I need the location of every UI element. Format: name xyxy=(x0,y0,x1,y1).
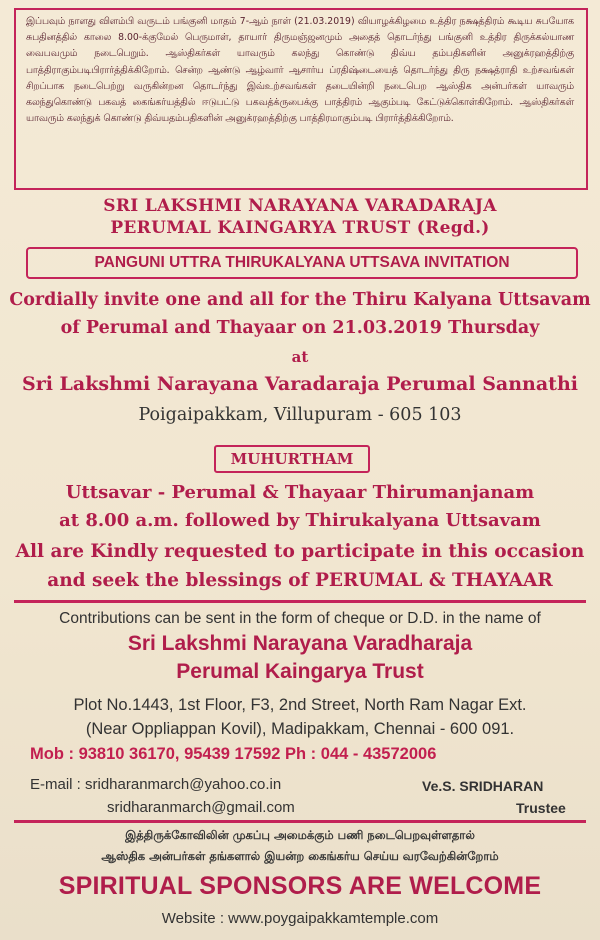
signatory-name: Ve.S. SRIDHARAN xyxy=(422,778,544,794)
muhurtham-box xyxy=(214,445,370,473)
trust-payee-line2: Perumal Kaingarya Trust xyxy=(176,660,424,683)
invitation-heading: PANGUNI UTTRA THIRUKALYANA UTTSAVA INVITATION xyxy=(94,254,510,271)
muhurtham-heading: MUHURTHAM xyxy=(230,450,354,468)
email-secondary: sridharanmarch@gmail.com xyxy=(107,799,295,816)
invite-line-1: Cordially invite one and all for the Thiru Kalyana Uttsavam xyxy=(9,290,591,310)
trust-name-line1: SRI LAKSHMI NARAYANA VARADARAJA xyxy=(103,196,497,216)
signatory-role: Trustee xyxy=(516,800,566,816)
muhurtham-line-3: All are Kindly requested to participate in this occasion xyxy=(15,541,585,562)
address-line-1: Plot No.1443, 1st Floor, F3, 2nd Street, North Ram Nagar Ext. xyxy=(73,696,527,714)
muhurtham-line-1: Uttsavar - Perumal & Thayaar Thirumanjanam xyxy=(65,482,535,503)
muhurtham-line-2: at 8.00 a.m. followed by Thirukalyana Uttsavam xyxy=(59,510,541,531)
trust-payee-line1: Sri Lakshmi Narayana Varadharaja xyxy=(127,632,473,655)
footer-tamil-line-2: ஆஸ்திக அன்பர்கள் தங்களால் இயன்ற கைங்கர்ய செய்ய வரவேற்கின்றோம் xyxy=(101,849,499,863)
sponsors-slogan: SPIRITUAL SPONSORS ARE WELCOME xyxy=(58,872,542,900)
tamil-notice-text: இப்பவும் நாளது விளம்பி வருடம் பங்குனி மாதம் 7-ஆம் நாள் (21.03.2019) வியாழக்கிழமை உத்திர நக்ஷத்திரம் கூடிய சுபயோக சுபதினத்தில் காலை 8.00-க்குமேல் பெருமாள், தாயார் திருமஞ்ஜனமும் அதைத் தொடர்ந்து பங்குனி உத்திர திருக்கல்யாண வைபவமும் நடைபெறும். ஆஸ்திகர்கள் யாவரும் கலந்து கொண்டு திவ்ய தம்பதிகளின் அனுக்ரஹத்திற்கு பாத்திராகும்படிபிரார்த்திக்கிறோம். சென்ற ஆண்டு ஆழ்வார் ஆசார்ய ப்ரதிஷ்டையைத் தொடர்ந்து திரு நக்ஷத்ராதி உற்சவங்கள் சிறப்பாக நடைபெற்று வருகின்றன தொடர்ந்து இவ்உற்சவங்கள் தடையின்றி நடைபெற ஆஸ்திக அன்பர்கள் யாவரும் கலந்துகொண்டு பகவத் கைங்கர்யத்தில் ஈடுபட்டு பகவத்க்ருபைக்கு பாத்திரம் ஆகும்படி கேட்டுக்கொள்கிறோம். ஆஸ்திகர்கள் யாவரும் கலந்துக் கொண்டு திவ்யதம்பதிகளின் அனுக்ரஹத்திற்கு பாத்திரமாகும்படி பிரார்த்திக்கிறோம். xyxy=(26,16,574,125)
footer-tamil-line-1: இத்திருக்கோவிலின் முகப்பு அமைக்கும் பணி நடைபெறவுள்ளதால் xyxy=(125,828,475,842)
venue-place: Poigaipakkam, Villupuram - 605 103 xyxy=(138,405,462,425)
website-link[interactable]: Website : www.poygaipakkamtemple.com xyxy=(161,910,439,927)
contributions-intro: Contributions can be sent in the form of cheque or D.D. in the name of xyxy=(59,610,541,627)
section-divider-bottom xyxy=(14,820,586,823)
invite-at: at xyxy=(291,348,309,366)
section-divider-top xyxy=(14,600,586,603)
address-line-2: (Near Oppliappan Kovil), Madipakkam, Chennai - 600 091. xyxy=(85,720,515,738)
phone-numbers: Mob : 93810 36170, 95439 17592 Ph : 044 - 43572006 xyxy=(30,745,437,763)
invite-line-2: of Perumal and Thayaar on 21.03.2019 Thursday xyxy=(60,318,540,338)
venue-name: Sri Lakshmi Narayana Varadaraja Perumal Sannathi xyxy=(21,373,578,395)
muhurtham-line-4: and seek the blessings of PERUMAL & THAYAAR xyxy=(47,570,553,591)
invitation-heading-box xyxy=(26,247,578,279)
email-primary: E-mail : sridharanmarch@yahoo.co.in xyxy=(30,776,282,793)
trust-name-line2: PERUMAL KAINGARYA TRUST (Regd.) xyxy=(110,218,490,238)
